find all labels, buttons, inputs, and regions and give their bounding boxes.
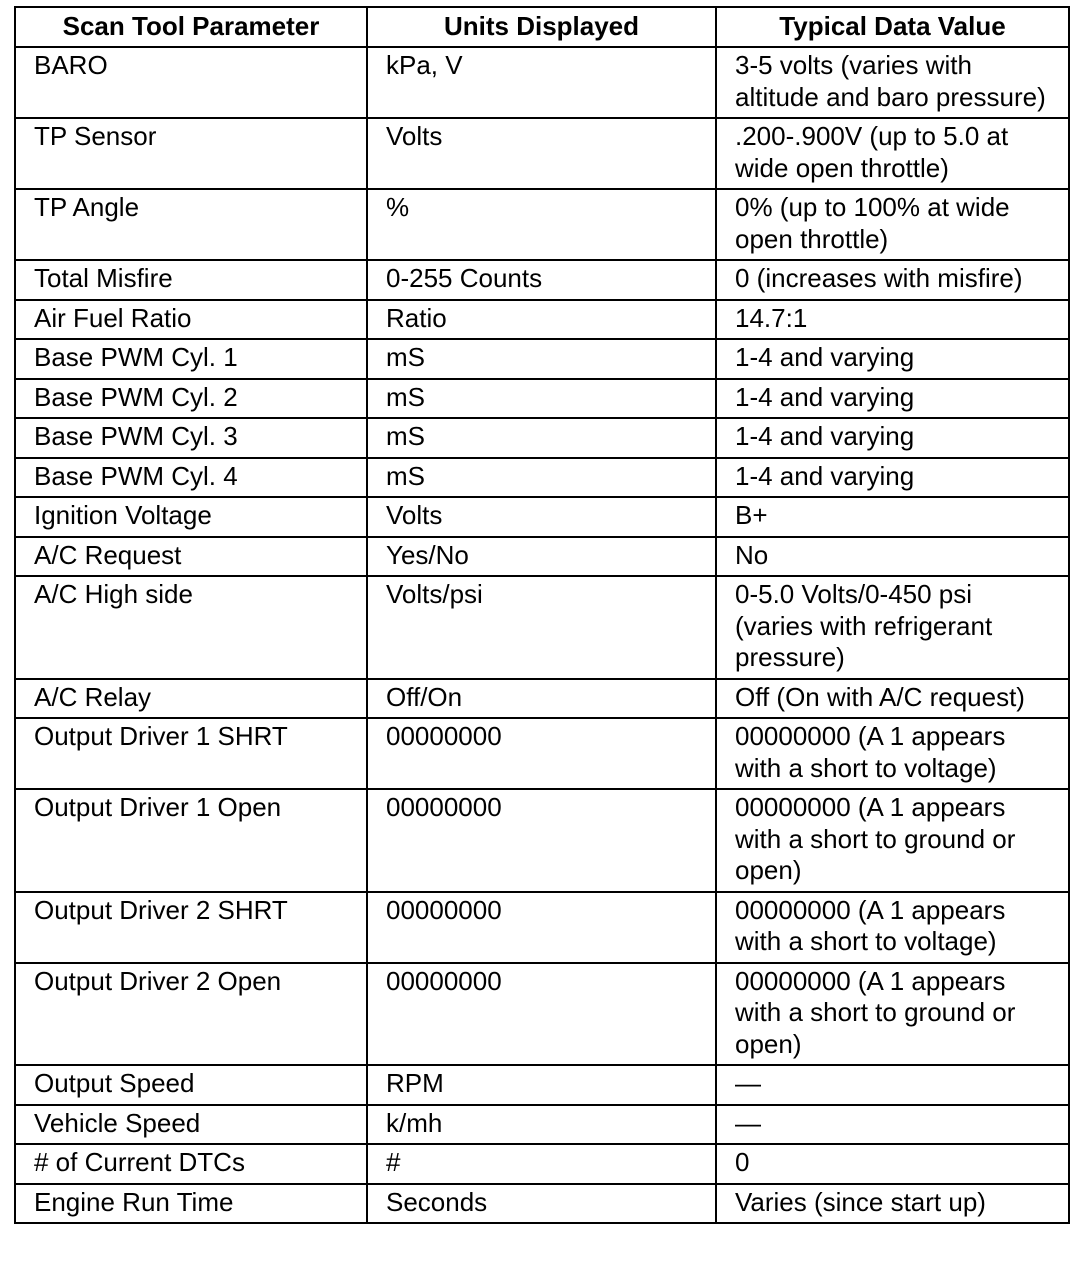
units-cell: mS — [367, 339, 716, 379]
units-cell: Off/On — [367, 679, 716, 719]
units-cell: Volts — [367, 497, 716, 537]
table-row — [15, 679, 1069, 719]
table-row — [15, 339, 1069, 379]
typical-value-cell: 1-4 and varying — [716, 418, 1069, 458]
parameter-cell: A/C Relay — [15, 679, 367, 719]
typical-value-cell: 1-4 and varying — [716, 458, 1069, 498]
parameter-cell: Base PWM Cyl. 2 — [15, 379, 367, 419]
table-row — [15, 576, 1069, 679]
scan-tool-parameter-table — [14, 6, 1070, 1224]
table-row — [15, 458, 1069, 498]
table-row — [15, 118, 1069, 189]
units-cell: # — [367, 1144, 716, 1184]
parameter-cell: Output Driver 2 SHRT — [15, 892, 367, 963]
typical-value-cell: 00000000 (A 1 appears with a short to ground or open) — [716, 789, 1069, 892]
units-cell: mS — [367, 418, 716, 458]
parameter-cell: Output Driver 2 Open — [15, 963, 367, 1066]
parameter-cell: Air Fuel Ratio — [15, 300, 367, 340]
typical-value-cell: 0-5.0 Volts/0-450 psi (varies with refrigerant pressure) — [716, 576, 1069, 679]
parameter-cell: Output Driver 1 SHRT — [15, 718, 367, 789]
typical-value-cell: 0 (increases with misfire) — [716, 260, 1069, 300]
parameter-cell: # of Current DTCs — [15, 1144, 367, 1184]
units-cell: % — [367, 189, 716, 260]
units-cell: RPM — [367, 1065, 716, 1105]
typical-value-cell: 14.7:1 — [716, 300, 1069, 340]
units-cell: Yes/No — [367, 537, 716, 577]
parameter-cell: Total Misfire — [15, 260, 367, 300]
parameter-cell: Ignition Voltage — [15, 497, 367, 537]
typical-value-cell: 00000000 (A 1 appears with a short to voltage) — [716, 718, 1069, 789]
table-row — [15, 789, 1069, 892]
header-units-displayed: Units Displayed — [367, 7, 716, 47]
parameter-cell: A/C High side — [15, 576, 367, 679]
units-cell: Seconds — [367, 1184, 716, 1224]
typical-value-cell: 0 — [716, 1144, 1069, 1184]
units-cell: 00000000 — [367, 789, 716, 892]
typical-value-cell: 3-5 volts (varies with altitude and baro pressure) — [716, 47, 1069, 118]
table-row — [15, 418, 1069, 458]
parameter-cell: Output Driver 1 Open — [15, 789, 367, 892]
table-row — [15, 1105, 1069, 1145]
units-cell: Volts — [367, 118, 716, 189]
table-row — [15, 1184, 1069, 1224]
header-row — [15, 7, 1069, 47]
units-cell: mS — [367, 379, 716, 419]
parameter-cell: Vehicle Speed — [15, 1105, 367, 1145]
table-row — [15, 537, 1069, 577]
parameter-cell: Engine Run Time — [15, 1184, 367, 1224]
typical-value-cell: B+ — [716, 497, 1069, 537]
scan-tool-data-sheet — [14, 6, 1068, 1224]
typical-value-cell: — — [716, 1065, 1069, 1105]
table-row — [15, 1144, 1069, 1184]
units-cell: mS — [367, 458, 716, 498]
parameter-cell: A/C Request — [15, 537, 367, 577]
units-cell: 00000000 — [367, 963, 716, 1066]
typical-value-cell: 0% (up to 100% at wide open throttle) — [716, 189, 1069, 260]
parameter-cell: TP Angle — [15, 189, 367, 260]
parameter-cell: Base PWM Cyl. 3 — [15, 418, 367, 458]
typical-value-cell: No — [716, 537, 1069, 577]
table-row — [15, 1065, 1069, 1105]
table-row — [15, 497, 1069, 537]
typical-value-cell: Off (On with A/C request) — [716, 679, 1069, 719]
table-row — [15, 379, 1069, 419]
table-row — [15, 260, 1069, 300]
typical-value-cell: — — [716, 1105, 1069, 1145]
table-row — [15, 718, 1069, 789]
units-cell: 0-255 Counts — [367, 260, 716, 300]
typical-value-cell: 00000000 (A 1 appears with a short to voltage) — [716, 892, 1069, 963]
table-row — [15, 47, 1069, 118]
units-cell: 00000000 — [367, 892, 716, 963]
units-cell: Volts/psi — [367, 576, 716, 679]
header-scan-tool-parameter: Scan Tool Parameter — [15, 7, 367, 47]
parameter-cell: Base PWM Cyl. 4 — [15, 458, 367, 498]
parameter-cell: BARO — [15, 47, 367, 118]
parameter-cell: Base PWM Cyl. 1 — [15, 339, 367, 379]
typical-value-cell: 00000000 (A 1 appears with a short to ground or open) — [716, 963, 1069, 1066]
table-row — [15, 300, 1069, 340]
table-row — [15, 963, 1069, 1066]
typical-value-cell: .200-.900V (up to 5.0 at wide open throttle) — [716, 118, 1069, 189]
parameter-cell: Output Speed — [15, 1065, 367, 1105]
units-cell: k/mh — [367, 1105, 716, 1145]
parameter-cell: TP Sensor — [15, 118, 367, 189]
table-row — [15, 189, 1069, 260]
header-typical-data-value: Typical Data Value — [716, 7, 1069, 47]
units-cell: Ratio — [367, 300, 716, 340]
table-row — [15, 892, 1069, 963]
typical-value-cell: 1-4 and varying — [716, 379, 1069, 419]
units-cell: kPa, V — [367, 47, 716, 118]
typical-value-cell: Varies (since start up) — [716, 1184, 1069, 1224]
typical-value-cell: 1-4 and varying — [716, 339, 1069, 379]
units-cell: 00000000 — [367, 718, 716, 789]
